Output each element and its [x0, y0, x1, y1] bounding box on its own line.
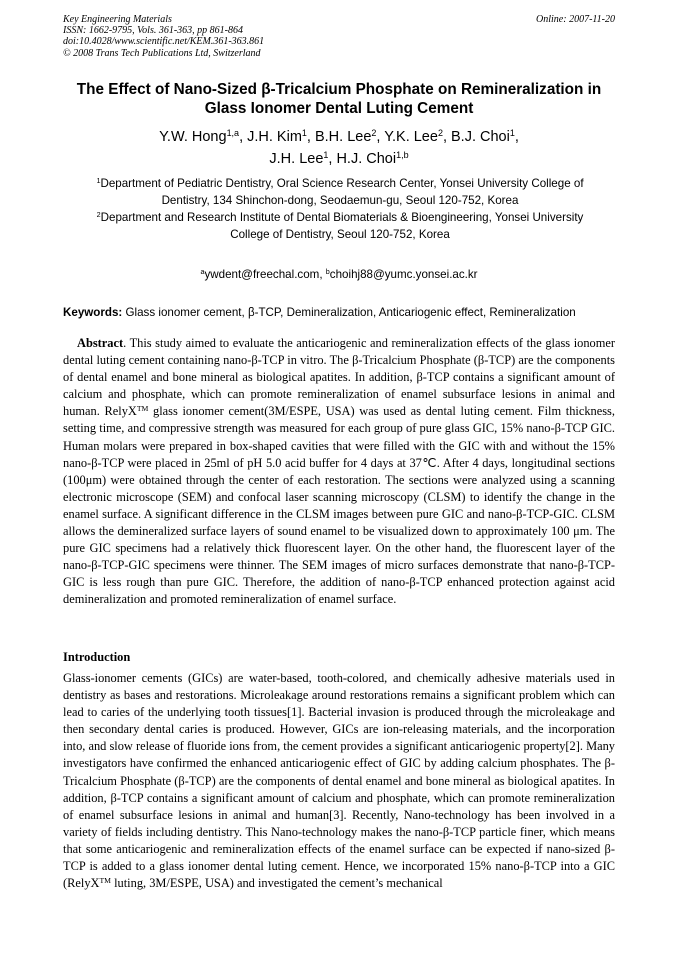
author-sup: 1 — [301, 128, 307, 139]
abstract-text-1: . This study aimed to evaluate the anticariogenic and remineralization effects of the glass ionomer dental luting cement containing nano-β-TCP in vitro. The β-Tricalcium Phosphate (β-TCP) are the components of dental enamel and bone mineral as biological apatites. In addition, β-TCP contains a significant amount of calcium and phosphate, which can promote remineralization of enamel subsurface lesions in animal and human. RelyX — [63, 336, 615, 419]
author-sup: 1,a — [226, 128, 240, 139]
abstract — [63, 335, 615, 609]
abstract-text-2: glass ionomer cement(3M/ESPE, USA) was used as dental luting cement. Film thickness, setting time, and compressive strength was measured for each group of pure glass GIC, 15% nano-β-TCP GIC. Human molars were prepared in box-shaped cavities that were filled with the GIC with and without the 15% nano-β-TCP were placed in 25ml of pH 5.0 acid buffer for 4 days at 37℃. After 4 days, longitudinal sections (100μm) were obtained through the center of each restoration. The sections were analyzed using a scanning electronic microscope (SEM) and confocal laser scanning microscopy (CLSM) to identify the change in the enamel surface. A significant difference in the CLSM images between pure GIC and nano-β-TCP-GIC. CLSM allows the demineralized surface layers of sound enamel to be visualized down to approximately 100 μm. The pure GIC specimens had a relatively thick fluorescent layer. On the other hand, the fluorescent layer of the nano-β-TCP-GIC specimens were thinner. The SEM images of micro surfaces demonstrate that nano-β-TCP-GIC is less rough than pure GIC. Therefore, the addition of nano-β-TCP enhanced protection against acid demineralization and promoted remineralization of enamel surface. — [63, 404, 615, 607]
author-sup: 1 — [509, 128, 515, 139]
author-name: B.J. Choi — [451, 129, 510, 145]
author-name: H.J. Choi — [336, 151, 397, 167]
affiliation-sup: 1 — [96, 176, 101, 186]
affiliation-text: College of Dentistry, Seoul 120-752, Korea — [230, 227, 450, 241]
author-name: B.H. Lee — [314, 129, 372, 145]
keywords-label: Keywords: — [63, 306, 123, 319]
affiliation-sup: 2 — [96, 210, 101, 220]
doi-line: doi:10.4028/www.scientific.net/KEM.361-363.861 — [63, 36, 265, 48]
journal-name: Key Engineering Materials — [63, 14, 172, 25]
introduction-body — [63, 670, 615, 892]
trademark-sup: TM — [99, 875, 111, 885]
journal-header — [63, 14, 615, 59]
email-address: choihj88@yumc.yonsei.ac.kr — [329, 268, 478, 281]
section-heading-introduction: Introduction — [63, 650, 131, 664]
author-sup: 1,b — [396, 150, 409, 161]
affiliation-2 — [66, 210, 614, 243]
author-sup: 2 — [371, 128, 377, 139]
title-line-2: Glass Ionomer Dental Luting Cement — [204, 100, 474, 117]
keywords — [63, 305, 618, 321]
author-name: Y.W. Hong — [159, 129, 227, 145]
author-line-1: Y.W. Hong$^{1,a}$, J.H. Kim$^1$, B.H. Lee$^2$, Y.K. Lee$^2$, B.J. Choi$^1$, — [159, 128, 519, 145]
email-sup: a — [200, 267, 205, 277]
author-name: J.H. Kim — [247, 129, 302, 145]
email-address: ywdent@freechal.com, — [204, 268, 323, 281]
email-line — [48, 267, 630, 283]
title-line-1: The Effect of Nano-Sized β-Tricalcium Phosphate on Remineralization in — [76, 81, 602, 98]
affiliation-text: Department and Research Institute of Dental Biomaterials & Bioengineering, Yonsei University — [100, 211, 584, 224]
affiliation-1 — [66, 176, 614, 209]
author-name: Y.K. Lee — [384, 129, 438, 145]
email-sup: b — [325, 267, 330, 277]
author-list — [48, 126, 630, 170]
paper-title — [48, 80, 630, 118]
abstract-label: Abstract — [77, 336, 124, 350]
keywords-text: Glass ionomer cement, β-TCP, Demineralization, Anticariogenic effect, Remineralization — [125, 306, 576, 319]
author-name: J.H. Lee — [269, 151, 324, 167]
copyright-line: © 2008 Trans Tech Publications Ltd, Switzerland — [63, 47, 261, 59]
author-sup: 2 — [437, 128, 443, 139]
introduction-text-2: luting, 3M/ESPE, USA) and investigated the cement’s mechanical — [111, 876, 443, 891]
author-line-2: J.H. Lee$^1$, H.J. Choi$^{1,b}$ — [269, 150, 409, 167]
author-sup: 1 — [323, 150, 329, 161]
affiliation-text: Department of Pediatric Dentistry, Oral Science Research Center, Yonsei University College of — [100, 177, 584, 190]
trademark-sup: TM — [136, 404, 149, 414]
introduction-text-1: Glass-ionomer cements (GICs) are water-based, tooth-colored, and chemically adhesive materials used in dentistry as bases and restorations. Microleakage around restorations remains a significant problem which can lead to caries of the underlying tooth tissues[1]. Bacterial invasion is produced through the microleakage and then secondary dental caries is produced. However, GICs are ion-releasing materials, and the incorporation into, and slow release of fluoride ions from, the cement provides a significant anticariogenic property[2]. Many investigators have confirmed the enhanced anticariogenic effect of GIC by adding calcium phosphates. The β-Tricalcium Phosphate (β-TCP) are the components of dental enamel and bone mineral as biological apatites. In addition, β-TCP contains a significant amount of calcium and phosphate, which can promote remineralization of enamel subsurface lesions in animal and human[3]. Recently, Nano-technology has been involved in a variety of fields including dentistry. This Nano-technology makes the nano-β-TCP particle finer, which means that some anticariogenic and remineralization effects of the enamel surface can be expected if nano-sized β-TCP is added to a glass ionomer dental luting cement. Hence, we incorporated 15% nano-β-TCP into a GIC (RelyX — [63, 671, 615, 891]
affiliation-text: Dentistry, 134 Shinchon-dong, Seodaemun-gu, Seoul 120-752, Korea — [161, 193, 519, 207]
online-date: Online: 2007-11-20 — [536, 14, 615, 25]
issn-line: ISSN: 1662-9795, Vols. 361-363, pp 861-864 — [63, 25, 243, 37]
